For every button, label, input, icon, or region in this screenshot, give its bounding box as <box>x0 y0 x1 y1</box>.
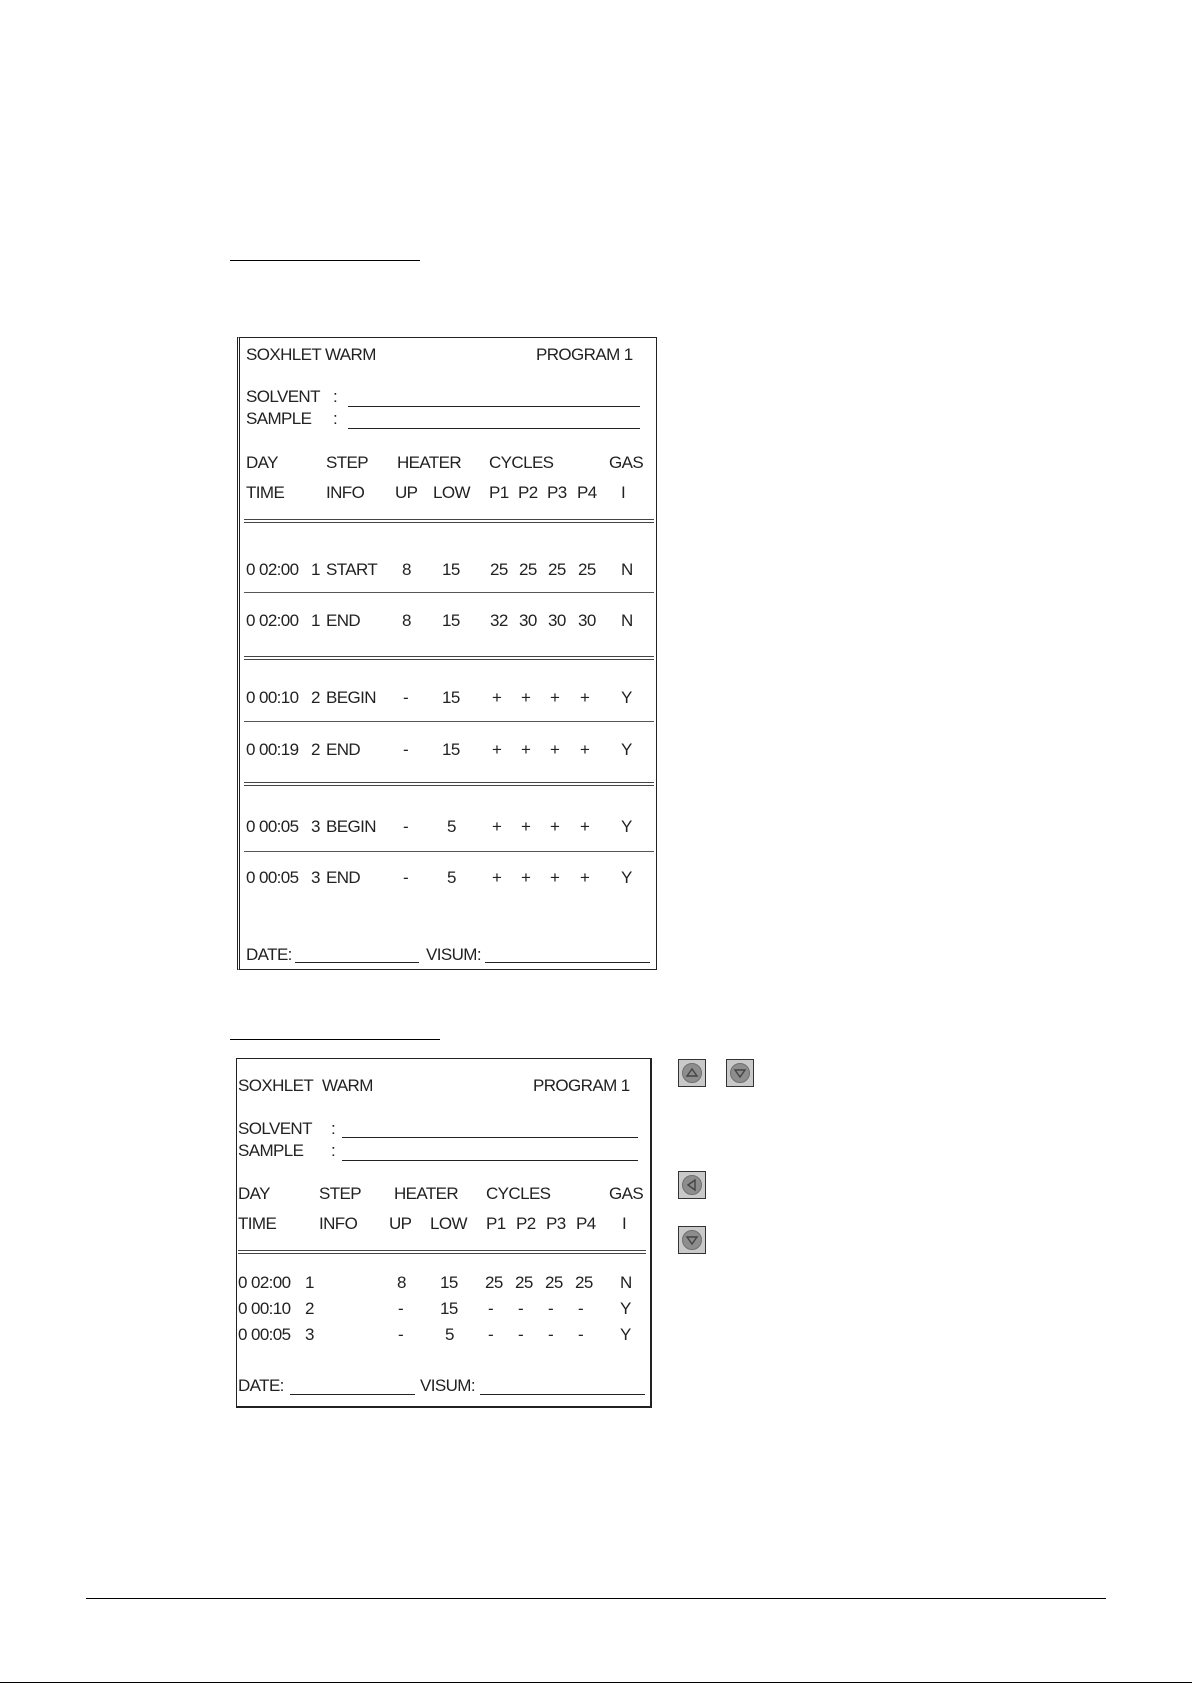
cell-p1: 25 <box>485 1273 503 1292</box>
cell-p2: + <box>521 740 531 759</box>
cell-low: 5 <box>447 817 456 836</box>
header-p4: P4 <box>577 483 597 502</box>
cell-gas: Y <box>621 817 632 836</box>
header-day: DAY <box>246 453 278 472</box>
cell-p4: + <box>580 688 590 707</box>
cell-time: 0 00:05 <box>246 817 299 836</box>
cell-p3: 25 <box>548 560 566 579</box>
cell-p1: 25 <box>490 560 508 579</box>
table-divider <box>238 1250 646 1254</box>
date-label: DATE: <box>246 945 292 964</box>
header-p1: P1 <box>486 1214 506 1233</box>
header-low: LOW <box>433 483 470 502</box>
row-separator <box>244 592 654 593</box>
cell-p2: - <box>518 1299 524 1318</box>
left-arrow-icon <box>682 1175 702 1195</box>
cell-p4: + <box>580 868 590 887</box>
date-field <box>290 1394 415 1395</box>
header-p2: P2 <box>516 1214 536 1233</box>
header-p2: P2 <box>518 483 538 502</box>
sample-label: SAMPLE <box>246 409 312 428</box>
cell-step: 2 <box>311 688 320 707</box>
step-divider <box>244 782 654 786</box>
header-heater: HEATER <box>397 453 462 472</box>
header-up: UP <box>389 1214 412 1233</box>
header-step: STEP <box>319 1184 362 1203</box>
cell-info: START <box>326 560 378 579</box>
cell-step: 1 <box>311 560 320 579</box>
cell-up: - <box>403 817 409 836</box>
cell-p2: + <box>521 817 531 836</box>
cell-up: 8 <box>402 560 411 579</box>
page-bottom-rule <box>0 1682 1192 1683</box>
cell-p4: - <box>578 1325 584 1344</box>
header-heater: HEATER <box>394 1184 459 1203</box>
program-label: PROGRAM 1 <box>533 1076 630 1095</box>
header-p4: P4 <box>576 1214 596 1233</box>
cell-low: 5 <box>445 1325 454 1344</box>
solvent-colon: : <box>333 387 338 406</box>
header-info: INFO <box>326 483 365 502</box>
cell-p3: + <box>550 868 560 887</box>
row-separator <box>244 851 654 852</box>
cell-low: 15 <box>440 1273 458 1292</box>
cell-time: 0 02:00 <box>246 611 299 630</box>
step-divider <box>244 656 654 660</box>
down-key-2[interactable] <box>678 1226 706 1254</box>
header-i: I <box>622 1214 627 1233</box>
cell-p3: + <box>550 740 560 759</box>
solvent-label: SOLVENT <box>246 387 320 406</box>
panel-title-a: SOXHLET <box>238 1076 314 1095</box>
cell-low: 15 <box>442 688 460 707</box>
solvent-field <box>342 1137 638 1138</box>
cell-p4: + <box>580 817 590 836</box>
cell-time: 0 02:00 <box>246 560 299 579</box>
cell-p2: + <box>521 688 531 707</box>
header-p3: P3 <box>547 483 567 502</box>
cell-low: 15 <box>440 1299 458 1318</box>
cell-info: END <box>326 740 361 759</box>
sample-label: SAMPLE <box>238 1141 304 1160</box>
cell-gas: N <box>620 1273 632 1292</box>
cell-p2: 25 <box>519 560 537 579</box>
header-time: TIME <box>238 1214 277 1233</box>
cell-step: 1 <box>311 611 320 630</box>
sample-colon: : <box>331 1141 336 1160</box>
visum-field <box>480 1394 645 1395</box>
cell-p4: 25 <box>578 560 596 579</box>
cell-info: END <box>326 611 361 630</box>
cell-low: 5 <box>447 868 456 887</box>
cell-p1: + <box>492 868 502 887</box>
cell-time: 0 00:05 <box>238 1325 291 1344</box>
date-field <box>295 962 419 963</box>
visum-label: VISUM: <box>420 1376 475 1395</box>
solvent-field <box>348 406 640 407</box>
cell-gas: N <box>621 611 633 630</box>
cell-gas: Y <box>621 740 632 759</box>
cell-p2: 30 <box>519 611 537 630</box>
header-cycles: CYCLES <box>489 453 554 472</box>
down-arrow-icon <box>730 1063 750 1083</box>
visum-field <box>485 962 650 963</box>
cell-p4: 30 <box>578 611 596 630</box>
down-key[interactable] <box>726 1059 754 1087</box>
cell-gas: N <box>621 560 633 579</box>
cell-p3: + <box>550 817 560 836</box>
cell-p1: - <box>488 1325 494 1344</box>
cell-p1: 32 <box>490 611 508 630</box>
down-arrow-icon <box>682 1230 702 1250</box>
cell-low: 15 <box>442 740 460 759</box>
print-panel-summary <box>236 1058 652 1408</box>
cell-p3: + <box>550 688 560 707</box>
cell-time: 0 00:10 <box>246 688 299 707</box>
header-info: INFO <box>319 1214 358 1233</box>
cell-p2: + <box>521 868 531 887</box>
cell-p1: - <box>488 1299 494 1318</box>
cell-p1: + <box>492 817 502 836</box>
cell-p3: - <box>548 1299 554 1318</box>
cell-p1: + <box>492 688 502 707</box>
cell-up: 8 <box>402 611 411 630</box>
visum-label: VISUM: <box>426 945 481 964</box>
program-label: PROGRAM 1 <box>536 345 633 364</box>
header-step: STEP <box>326 453 369 472</box>
left-key[interactable] <box>678 1171 706 1199</box>
cell-p2: - <box>518 1325 524 1344</box>
solvent-label: SOLVENT <box>238 1119 312 1138</box>
cell-gas: Y <box>621 688 632 707</box>
header-time: TIME <box>246 483 285 502</box>
cell-gas: Y <box>621 868 632 887</box>
cell-time: 0 00:05 <box>246 868 299 887</box>
cell-p4: + <box>580 740 590 759</box>
cell-gas: Y <box>620 1299 631 1318</box>
cell-up: - <box>403 868 409 887</box>
header-low: LOW <box>430 1214 467 1233</box>
cell-info: END <box>326 868 361 887</box>
up-arrow-icon <box>682 1063 702 1083</box>
cell-up: 8 <box>397 1273 406 1292</box>
cell-up: - <box>398 1299 404 1318</box>
header-day: DAY <box>238 1184 270 1203</box>
cell-p4: - <box>578 1299 584 1318</box>
cell-p1: + <box>492 740 502 759</box>
cell-p3: 25 <box>545 1273 563 1292</box>
sample-field <box>348 428 640 429</box>
cell-step: 2 <box>311 740 320 759</box>
up-key[interactable] <box>678 1059 706 1087</box>
solvent-colon: : <box>331 1119 336 1138</box>
cell-p3: - <box>548 1325 554 1344</box>
cell-p4: 25 <box>575 1273 593 1292</box>
cell-low: 15 <box>442 611 460 630</box>
print-panel-detailed <box>237 337 657 970</box>
header-cycles: CYCLES <box>486 1184 551 1203</box>
cell-up: - <box>398 1325 404 1344</box>
cell-p3: 30 <box>548 611 566 630</box>
header-up: UP <box>395 483 418 502</box>
cell-info: BEGIN <box>326 817 376 836</box>
cell-step: 3 <box>305 1325 314 1344</box>
cell-info: BEGIN <box>326 688 376 707</box>
sample-field <box>342 1160 638 1161</box>
footer-rule <box>86 1598 1106 1599</box>
panel-title-b: WARM <box>322 1076 373 1095</box>
cell-step: 3 <box>311 868 320 887</box>
panel-title: SOXHLET WARM <box>246 345 376 364</box>
cell-step: 3 <box>311 817 320 836</box>
header-gas: GAS <box>609 453 644 472</box>
cell-step: 2 <box>305 1299 314 1318</box>
header-p3: P3 <box>546 1214 566 1233</box>
cell-up: - <box>403 740 409 759</box>
cell-p2: 25 <box>515 1273 533 1292</box>
cell-time: 0 00:10 <box>238 1299 291 1318</box>
cell-gas: Y <box>620 1325 631 1344</box>
cell-time: 0 02:00 <box>238 1273 291 1292</box>
header-gas: GAS <box>609 1184 644 1203</box>
date-label: DATE: <box>238 1376 284 1395</box>
cell-low: 15 <box>442 560 460 579</box>
cell-up: - <box>403 688 409 707</box>
cell-time: 0 00:19 <box>246 740 299 759</box>
cell-step: 1 <box>305 1273 314 1292</box>
sample-colon: : <box>333 409 338 428</box>
header-p1: P1 <box>489 483 509 502</box>
heading-1-underline <box>230 260 420 261</box>
header-i: I <box>621 483 626 502</box>
heading-2-underline <box>230 1039 440 1040</box>
table-divider <box>244 519 654 523</box>
row-separator <box>244 721 654 722</box>
